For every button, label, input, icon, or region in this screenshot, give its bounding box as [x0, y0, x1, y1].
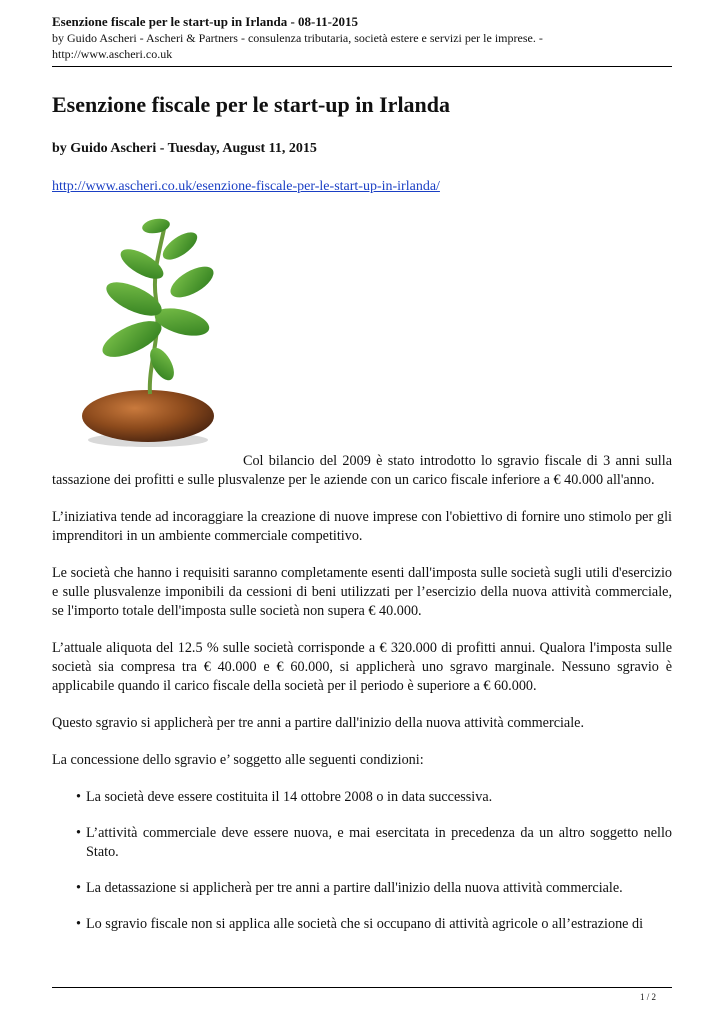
article-byline: by Guido Ascheri - Tuesday, August 11, 2015: [52, 141, 317, 156]
document-page: [52, 14, 672, 951]
page-number: 1 / 2: [640, 992, 657, 1002]
list-item: • La detassazione si applicherà per tre anni a partire dall'inizio della nuova attività commerciale.: [76, 880, 623, 896]
article-title: Esenzione fiscale per le start-up in Irlanda: [52, 92, 451, 117]
conditions-list: [52, 788, 672, 934]
list-item: • L’attività commerciale deve essere nuova, e mai esercitata in precedenza da un altro soggetto nello Stato.: [76, 825, 672, 860]
bullet-icon: •: [76, 789, 81, 805]
paragraph: La concessione dello sgravio e’ soggetto alle seguenti condizioni:: [52, 752, 424, 768]
header-subtitle-line2: http://www.ascheri.co.uk: [52, 47, 173, 61]
bullet-icon: •: [76, 880, 81, 896]
paragraph: Col bilancio del 2009 è stato introdotto lo sgravio fiscale di 3 anni sulla tassazione dei profitti e sulle plusvalenze per le aziende con un carico fiscale inferiore a € 40.000 all'anno.: [52, 453, 672, 488]
bullet-icon: •: [76, 916, 81, 932]
header-subtitle-line1: by Guido Ascheri - Ascheri & Partners - consulenza tributaria, società estere e servizi per le imprese. -: [52, 31, 543, 45]
article-url-link[interactable]: http://www.ascheri.co.uk/esenzione-fiscale-per-le-start-up-in-irlanda/: [52, 179, 440, 194]
paragraph: L’attuale aliquota del 12.5 % sulle società corrisponde a € 320.000 di profitti annui. Qualora l'imposta sulle società sia compresa tra € 40.000 e € 60.000, si applicherà uno sgravo marginale. Nessuno sgravio è applicabile quando il carico fiscale della società per il periodo è superiore a € 60.000.: [52, 640, 672, 694]
bullet-icon: •: [76, 825, 81, 841]
paragraph: Le società che hanno i requisiti saranno completamente esenti dall'imposta sulle società sugli utili d'esercizio e sulle plusvalenze imponibili da cessioni di beni utilizzati per l’esercizio della nuova attività commerciale, se l'importo totale dell'imposta sulle società non supera € 40.000.: [52, 565, 672, 619]
paragraph: Questo sgravio si applicherà per tre anni a partire dall'inizio della nuova attività commerciale.: [52, 715, 585, 731]
header-divider: [52, 66, 672, 67]
list-item: • La società deve essere costituita il 14 ottobre 2008 o in data successiva.: [76, 789, 493, 805]
article-body: [52, 452, 672, 934]
paragraph: L’iniziativa tende ad incoraggiare la creazione di nuove imprese con l'obiettivo di fornire uno stimolo per gli imprenditori in un ambiente commerciale competitivo.: [52, 509, 672, 544]
footer-divider: [52, 987, 672, 988]
header-title: Esenzione fiscale per le start-up in Irlanda - 08-11-2015: [52, 14, 358, 29]
plant-sprouting-from-seed-icon: [52, 204, 242, 452]
list-item: • Lo sgravio fiscale non si applica alle società che si occupano di attività agricole o all’estrazione di: [76, 916, 644, 932]
header-subtitle: [52, 30, 672, 62]
